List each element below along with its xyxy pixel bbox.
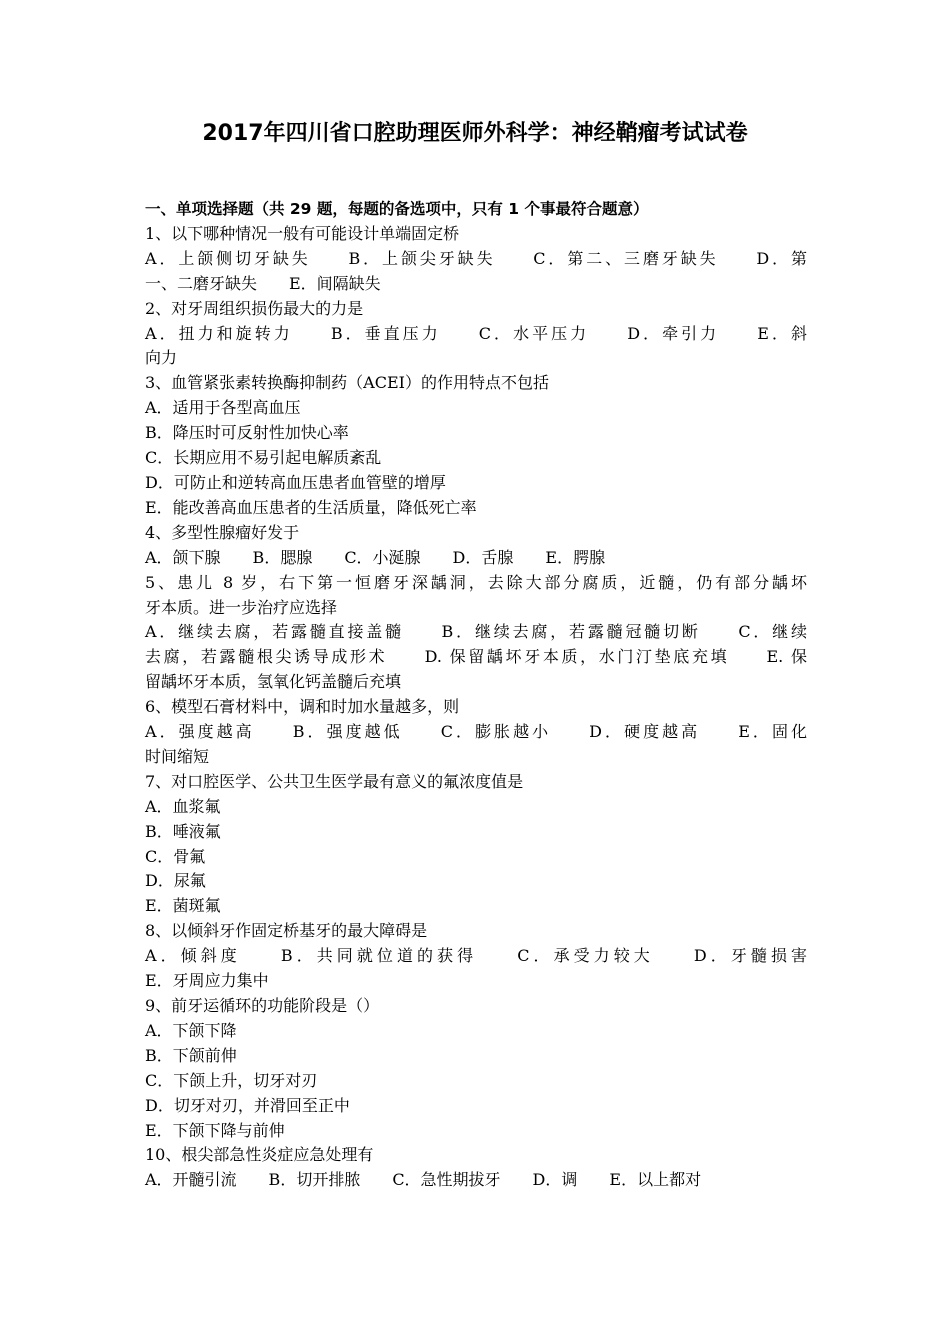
text-line: 去腐，若露髓根尖诱导成形术 D. 保留龋坏牙本质，水门汀垫底充填 E. 保 (145, 647, 807, 667)
text-line: A．倾斜度 B．共同就位道的获得 C．承受力较大 D．牙髓损害 (145, 946, 807, 966)
text-line: 一、二磨牙缺失 E．间隔缺失 (145, 273, 381, 293)
text-line: E．下颌下降与前伸 (145, 1120, 285, 1140)
section-heading: 一、单项选择题（共 29 题，每题的备选项中，只有 1 个事最符合题意） (145, 200, 649, 218)
text-line: 留龋坏牙本质，氢氧化钙盖髓后充填 (145, 672, 402, 692)
text-line: D．尿氟 (145, 871, 206, 891)
text-line: A．下颌下降 (145, 1020, 237, 1040)
text-line: C．骨氟 (145, 846, 206, 866)
text-line: A．血浆氟 (145, 796, 221, 816)
text-line: A．颌下腺 B．腮腺 C．小涎腺 D．舌腺 E．腭腺 (145, 547, 606, 567)
document-body (145, 197, 807, 1193)
text-line: 4、多型性腺瘤好发于 (145, 522, 300, 542)
text-line: A．适用于各型高血压 (145, 398, 301, 418)
text-line: D．切牙对刃，并滑回至正中 (145, 1095, 350, 1115)
text-line: 时间缩短 (145, 746, 210, 766)
text-line: B．下颌前伸 (145, 1045, 237, 1065)
text-line: C．长期应用不易引起电解质紊乱 (145, 448, 382, 468)
text-line: 9、前牙运循环的功能阶段是（） (145, 996, 380, 1015)
text-line: B．降压时可反射性加快心率 (145, 423, 349, 443)
text-line: A．开髓引流 B．切开排脓 C．急性期拔牙 D．调 E．以上都对 (145, 1170, 702, 1190)
text-line: 7、对口腔医学、公共卫生医学最有意义的氟浓度值是 (145, 771, 524, 791)
text-line: 10、根尖部急性炎症应急处理有 (145, 1145, 374, 1165)
text-line: D．可防止和逆转高血压患者血管壁的增厚 (145, 472, 446, 492)
text-line: 6、模型石膏材料中，调和时加水量越多，则 (145, 697, 460, 717)
text-line: 8、以倾斜牙作固定桥基牙的最大障碍是 (145, 921, 428, 941)
text-line: E．牙周应力集中 (145, 971, 269, 991)
text-line: B．唾液氟 (145, 821, 221, 841)
text-line: 5、患儿 8 岁，右下第一恒磨牙深龋洞，去除大部分腐质，近髓，仍有部分龋坏 (145, 572, 807, 592)
text-line: C．下颌上升，切牙对刃 (145, 1070, 318, 1090)
text-line: 2、对牙周组织损伤最大的力是 (145, 298, 364, 318)
text-line: 3、血管紧张素转换酶抑制药（ACEI）的作用特点不包括 (145, 373, 549, 393)
text-line: 向力 (145, 348, 178, 368)
text-line: E．菌斑氟 (145, 896, 221, 916)
text-line: E．能改善高血压患者的生活质量，降低死亡率 (145, 497, 477, 517)
text-line: 牙本质。进一步治疗应选择 (145, 597, 338, 617)
text-line: A．强度越高 B．强度越低 C．膨胀越小 D．硬度越高 E．固化 (145, 722, 807, 742)
text-line: A．上颌侧切牙缺失 B．上颌尖牙缺失 C．第二、三磨牙缺失 D．第 (145, 248, 807, 268)
document-title: 2017年四川省口腔助理医师外科学：神经鞘瘤考试试卷 (202, 121, 748, 146)
text-line: A．继续去腐，若露髓直接盖髓 B．继续去腐，若露髓冠髓切断 C．继续 (145, 622, 807, 642)
text-line: A．扭力和旋转力 B．垂直压力 C．水平压力 D．牵引力 E．斜 (145, 323, 807, 343)
text-line: 1、以下哪种情况一般有可能设计单端固定桥 (145, 223, 460, 243)
